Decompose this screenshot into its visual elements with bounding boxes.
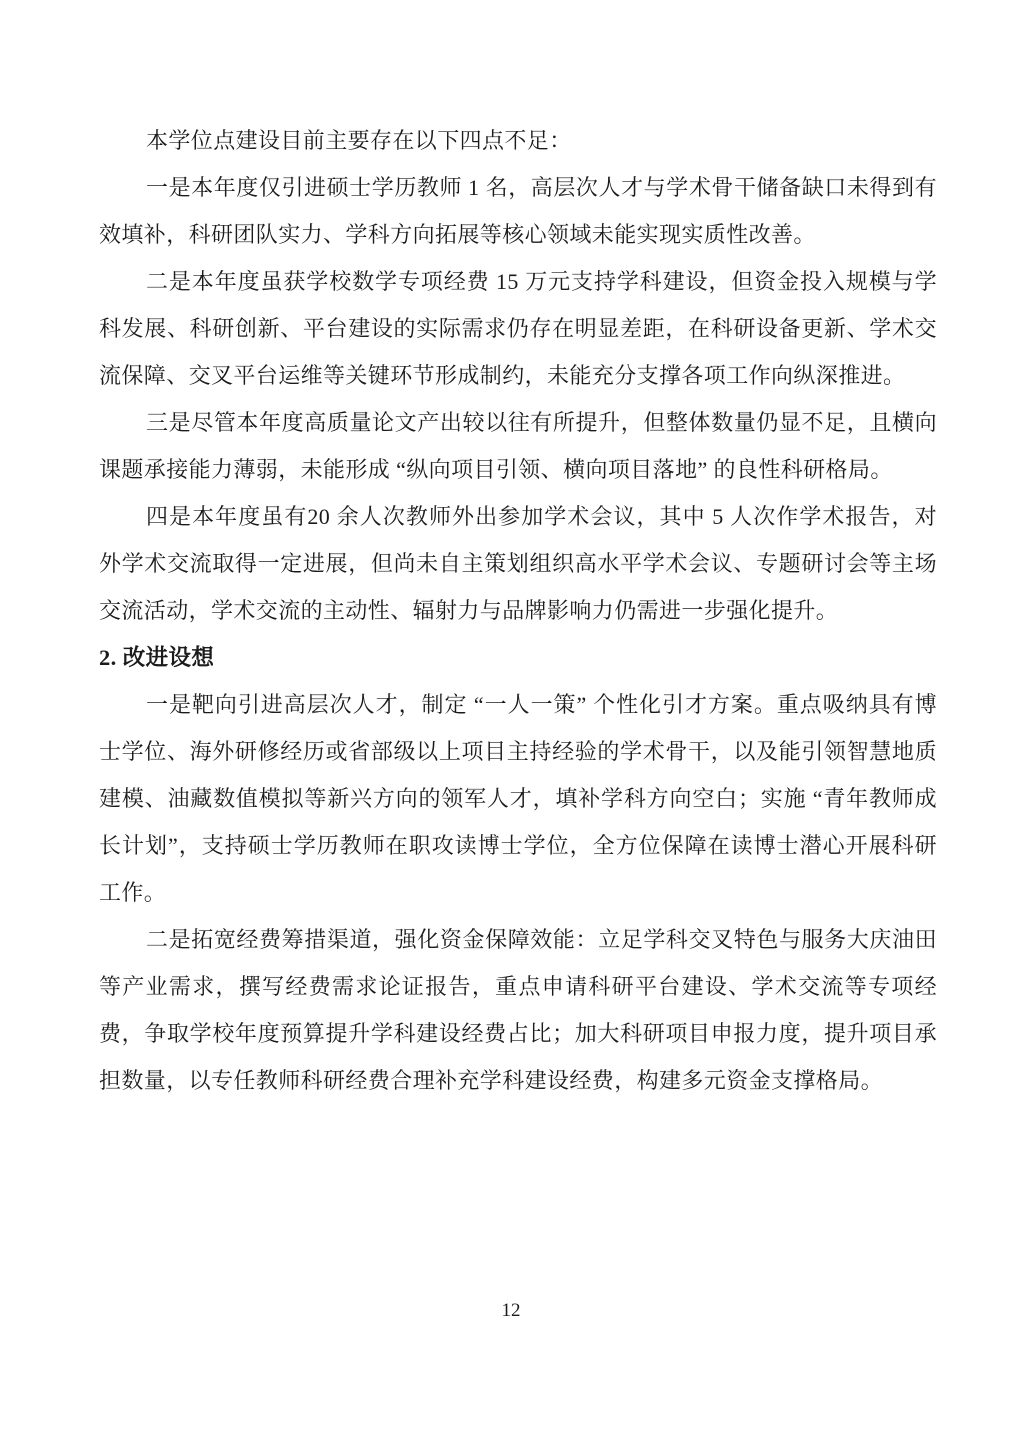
document-body (99, 117, 937, 1104)
paragraph-improvement-2: 二是拓宽经费筹措渠道，强化资金保障效能：立足学科交叉特色与服务大庆油田等产业需求，撰写经费需求论证报告，重点申请科研平台建设、学术交流等专项经费，争取学校年度预算提升学科建设经费占比；加大科研项目申报力度，提升项目承担数量，以专任教师科研经费合理补充学科建设经费，构建多元资金支撑格局。 (99, 927, 937, 1093)
paragraph-shortcoming-4: 四是本年度虽有20 余人次教师外出参加学术会议，其中 5 人次作学术报告，对外学术交流取得一定进展，但尚未自主策划组织高水平学术会议、专题研讨会等主场交流活动，学术交流的主动性、辐射力与品牌影响力仍需进一步强化提升。 (99, 504, 937, 623)
paragraph-shortcoming-1: 一是本年度仅引进硕士学历教师 1 名，高层次人才与学术骨干储备缺口未得到有效填补，科研团队实力、学科方向拓展等核心领域未能实现实质性改善。 (99, 175, 937, 247)
paragraph-shortcoming-3: 三是尽管本年度高质量论文产出较以往有所提升，但整体数量仍显不足，且横向课题承接能力薄弱，未能形成 “纵向项目引领、横向项目落地” 的良性科研格局。 (99, 410, 937, 482)
page-number: 12 (501, 1300, 521, 1321)
paragraph-shortcoming-2: 二是本年度虽获学校数学专项经费 15 万元支持学科建设，但资金投入规模与学科发展、科研创新、平台建设的实际需求仍存在明显差距，在科研设备更新、学术交流保障、交叉平台运维等关键环节形成制约，未能充分支撑各项工作向纵深推进。 (99, 269, 937, 388)
paragraph-shortcomings-intro: 本学位点建设目前主要存在以下四点不足： (146, 128, 572, 153)
section-heading-improvement-plans: 2. 改进设想 (99, 645, 215, 670)
page-footer (0, 1300, 1022, 1322)
paragraph-improvement-1: 一是靶向引进高层次人才，制定 “一人一策” 个性化引才方案。重点吸纳具有博士学位、海外研修经历或省部级以上项目主持经验的学术骨干，以及能引领智慧地质建模、油藏数值模拟等新兴方向的领军人才，填补学科方向空白；实施 “青年教师成长计划”，支持硕士学历教师在职攻读博士学位，全方位保障在读博士潜心开展科研工作。 (99, 692, 937, 905)
